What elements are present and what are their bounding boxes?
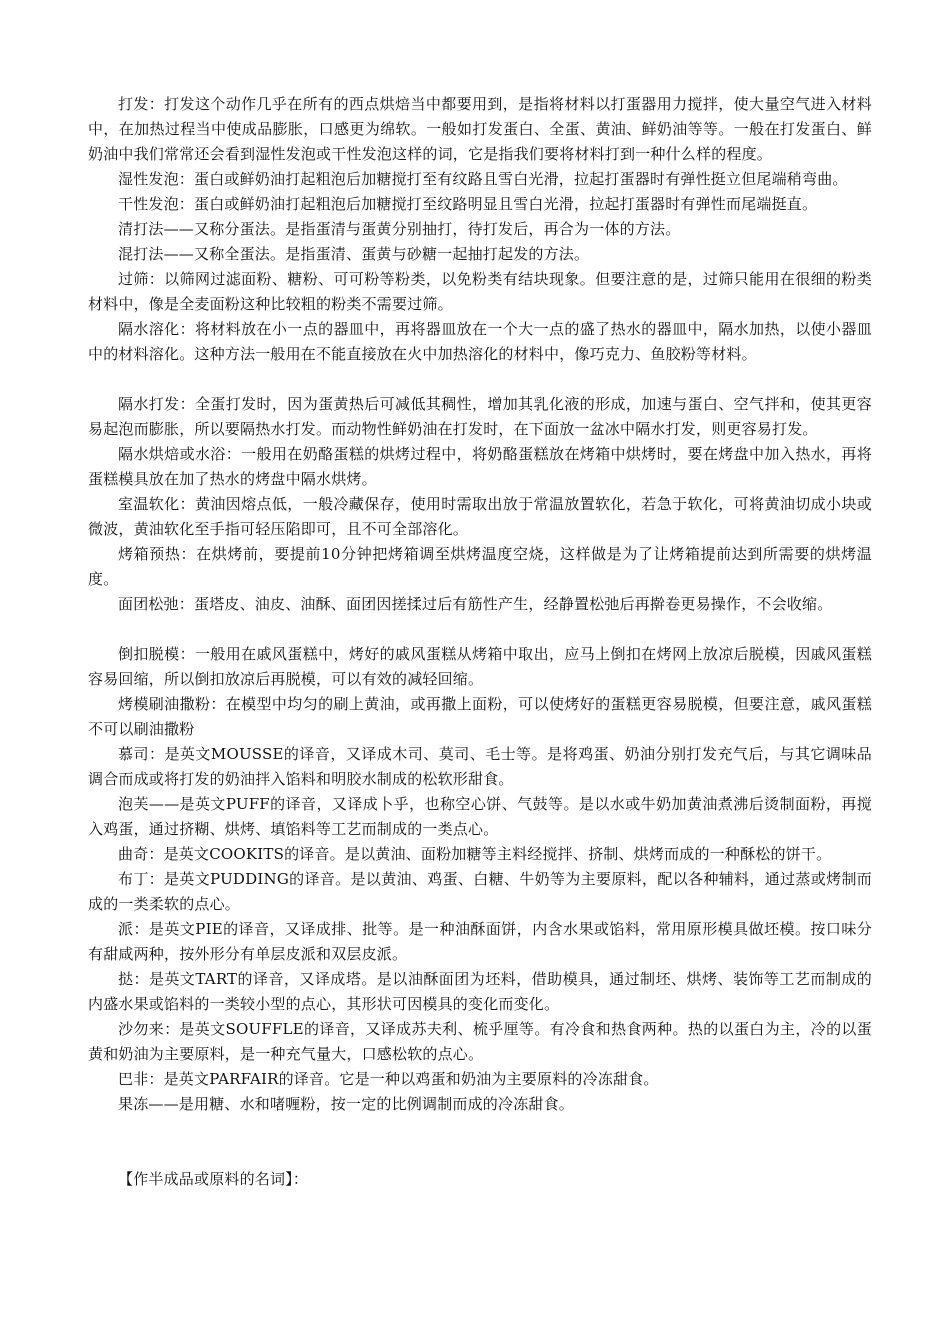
paragraph-geshui-hongbei: 隔水烘焙或水浴：一般用在奶酪蛋糕的烘烤过程中，将奶酪蛋糕放在烤箱中烘烤时，要在烤盘中加入热水，再将蛋糕模具放在加了热水的烤盘中隔水烘烤。 [88, 445, 872, 488]
paragraph-daokou-tuomo: 倒扣脱模：一般用在戚风蛋糕中，烤好的戚风蛋糕从烤箱中取出，应马上倒扣在烤网上放凉后脱模，因戚风蛋糕容易回缩，所以倒扣放凉后再脱模，可以有效的减轻回缩。 [88, 645, 872, 688]
paragraph-mousse: 慕司：是英文MOUSSE的译音，又译成木司、莫司、毛士等。是将鸡蛋、奶油分别打发充气后，与其它调味品调合而成或将打发的奶油拌入馅料和明胶水制成的松软形甜食。 [88, 745, 872, 788]
paragraph-pudding: 布丁：是英文PUDDING的译音。是以黄油、鸡蛋、白糖、牛奶等为主要原料，配以各种辅料，通过蒸或烤制而成的一类柔软的点心。 [88, 870, 872, 913]
paragraph-pie: 派：是英文PIE的译音，又译成排、批等。是一种油酥面饼，内含水果或馅料，常用原形模具做坯模。按口味分有甜咸两种，按外形分有单层皮派和双层皮派。 [88, 920, 872, 963]
blank-line [88, 1117, 872, 1142]
paragraph-shiwen-ruanhua: 室温软化：黄油因熔点低，一般冷藏保存，使用时需取出放于常温放置软化，若急于软化，可将黄油切成小块或微波，黄油软化至手指可轻压陷即可，且不可全部溶化。 [88, 495, 872, 538]
paragraph-ganxing-fapao: 干性发泡：蛋白或鲜奶油打起粗泡后加糖搅打至纹路明显且雪白光滑，拉起打蛋器时有弹性而尾端挺直。 [118, 195, 818, 213]
paragraph-jelly: 果冻——是用糖、水和啫喱粉，按一定的比例调制而成的冷冻甜食。 [118, 1095, 575, 1113]
blank-line [88, 367, 872, 392]
paragraph-tart: 挞：是英文TART的译音，又译成塔。是以油酥面团为坯料，借助模具，通过制坯、烘烤、装饰等工艺而制成的内盛水果或馅料的一类较小型的点心，其形状可因模具的变化而变化。 [88, 970, 872, 1013]
paragraph-kaoxiang-yure: 烤箱预热：在烘烤前，要提前10分钟把烤箱调至烘烤温度空烧，这样做是为了让烤箱提前达到所需要的烘烤温度。 [88, 545, 872, 588]
paragraph-qingdafa: 清打法——又称分蛋法。是指蛋清与蛋黄分别抽打，待打发后，再合为一体的方法。 [118, 220, 681, 238]
paragraph-shixing-fapao: 湿性发泡：蛋白或鲜奶油打起粗泡后加糖搅打至有纹路且雪白光滑，拉起打蛋器时有弹性挺立但尾端稍弯曲。 [118, 170, 848, 188]
paragraph-souffle: 沙勿来：是英文SOUFFLE的译音，又译成苏夫利、梳乎厘等。有冷食和热食两种。热的以蛋白为主，冷的以蛋黄和奶油为主要原料，是一种充气量大，口感松软的点心。 [88, 1020, 872, 1063]
section-heading: 【作半成品或原料的名词】： [118, 1170, 309, 1188]
paragraph-geshui-ronghua: 隔水溶化：将材料放在小一点的器皿中，再将器皿放在一个大一点的盛了热水的器皿中，隔水加热，以使小器皿中的材料溶化。这种方法一般用在不能直接放在火中加热溶化的材料中，像巧克力、鱼胶粉等材料。 [88, 320, 872, 363]
paragraph-cookies: 曲奇：是英文COOKITS的译音。是以黄油、面粉加糖等主料经搅拌、挤制、烘烤而成的一种酥松的饼干。 [118, 845, 832, 863]
document-page [88, 92, 872, 1192]
paragraph-puff: 泡芙——是英文PUFF的译音，又译成卜乎，也称空心饼、气鼓等。是以水或牛奶加黄油煮沸后烫制面粉，再搅入鸡蛋，通过挤糊、烘烤、填馅料等工艺而制成的一类点心。 [88, 795, 872, 838]
blank-line [88, 617, 872, 642]
paragraph-guoshai: 过筛：以筛网过滤面粉、糖粉、可可粉等粉类，以免粉类有结块现象。但要注意的是，过筛只能用在很细的粉类材料中，像是全麦面粉这种比较粗的粉类不需要过筛。 [88, 270, 872, 313]
paragraph-geshui-dafa: 隔水打发：全蛋打发时，因为蛋黄热后可减低其稠性，增加其乳化液的形成，加速与蛋白、空气拌和，使其更容易起泡而膨胀，所以要隔热水打发。而动物性鲜奶油在打发时，在下面放一盆冰中隔水打发，则更容易打发。 [88, 395, 872, 438]
paragraph-parfait: 巴非：是英文PARFAIR的译音。它是一种以鸡蛋和奶油为主要原料的冷冻甜食。 [118, 1070, 659, 1088]
paragraph-miantuan-songchi: 面团松弛：蛋塔皮、油皮、油酥、面团因搓揉过后有筋性产生，经静置松弛后再擀卷更易操作，不会收缩。 [118, 595, 833, 613]
paragraph-dafa: 打发：打发这个动作几乎在所有的西点烘焙当中都要用到，是指将材料以打蛋器用力搅拌，使大量空气进入材料中，在加热过程当中使成品膨胀，口感更为绵软。一般如打发蛋白、全蛋、黄油、鲜奶油等等。一般在打发蛋白、鲜奶油中我们常常还会看到湿性发泡或干性发泡这样的词，它是指我们要将材料打到一种什么样的程度。 [88, 95, 872, 163]
paragraph-hundafa: 混打法——又称全蛋法。是指蛋清、蛋黄与砂糖一起抽打起发的方法。 [118, 245, 590, 263]
paragraph-kaomo-shuayou: 烤模刷油撒粉：在模型中均匀的刷上黄油，或再撒上面粉，可以使烤好的蛋糕更容易脱模，但要注意，戚风蛋糕不可以刷油撒粉 [88, 695, 872, 738]
